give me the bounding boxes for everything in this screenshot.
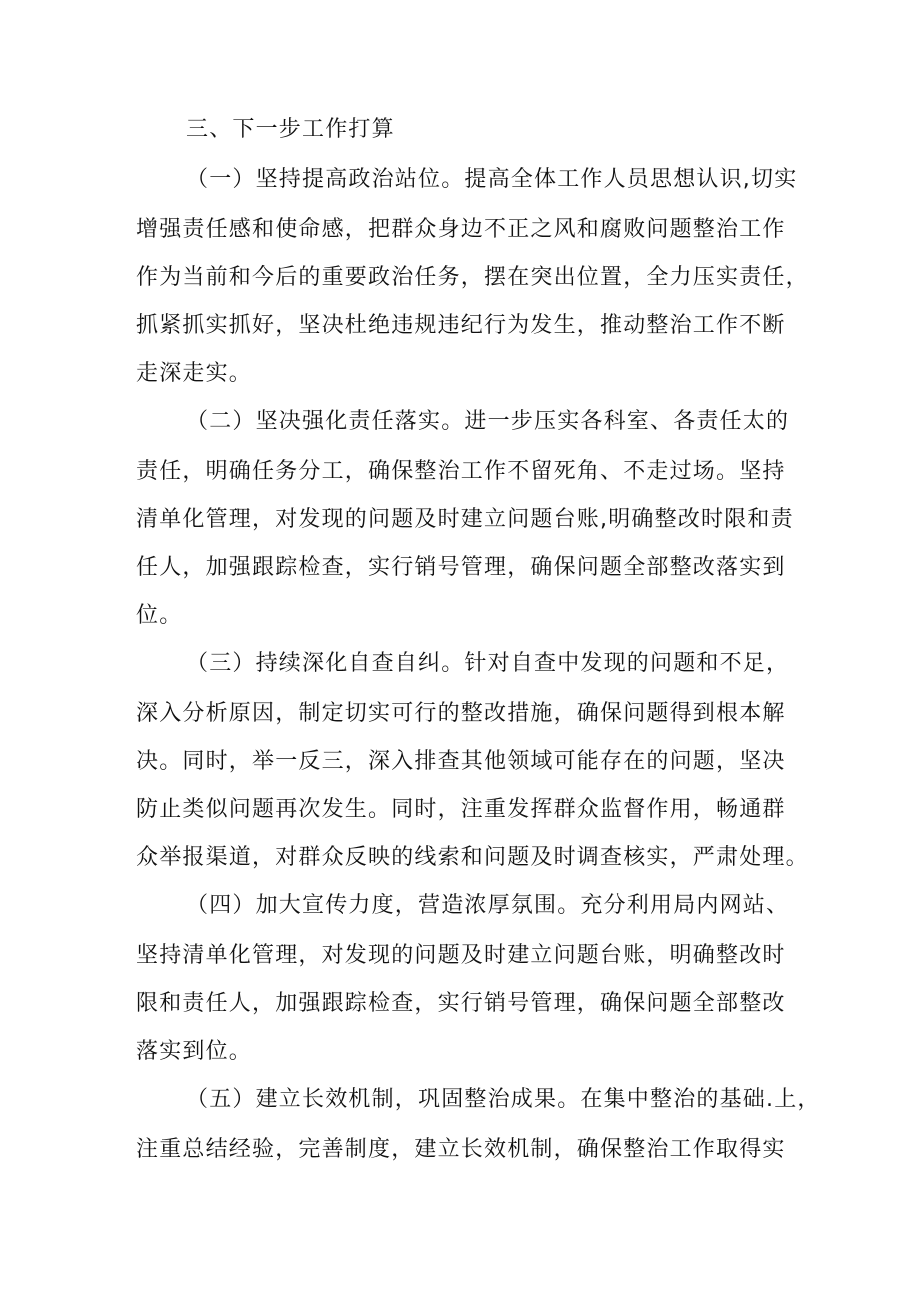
paragraph-1-line-2: 增强责任感和使命感，把群众身边不正之风和腐败问题整治工作 <box>136 217 786 242</box>
section-heading: 三、下一步工作打算 <box>186 117 395 142</box>
paragraph-1-line-4: 抓紧抓实抓好，坚决杜绝违规违纪行为发生，推动整治工作不断 <box>136 313 786 338</box>
paragraph-2-line-3: 清单化管理，对发现的问题及时建立问题台账,明确整改时限和责 <box>136 507 794 532</box>
paragraph-4-line-3: 限和责任人，加强跟踪检查，实行销号管理，确保问题全部整改 <box>136 991 786 1016</box>
paragraph-3-line-5: 众举报渠道，对群众反映的线索和问题及时调查核实，严肃处理。 <box>136 845 809 870</box>
paragraph-4-line-1: （四）加大宣传力度，营造浓厚氛围。充分利用局内网站、 <box>186 893 790 918</box>
paragraph-5-line-2: 注重总结经验，完善制度，建立长效机制，确保整治工作取得实 <box>136 1137 786 1162</box>
paragraph-1-line-1: （一）坚持提高政治站位。提高全体工作人员思想认识,切实 <box>186 167 798 192</box>
paragraph-4-line-2: 坚持清单化管理，对发现的问题及时建立问题台账，明确整改时 <box>136 943 786 968</box>
paragraph-2-line-2: 责任，明确任务分工，确保整治工作不留死角、不走过场。坚持 <box>136 459 786 484</box>
paragraph-5-line-1: （五）建立长效机制，巩固整治成果。在集中整治的基础.上， <box>186 1087 821 1112</box>
paragraph-2-line-4: 任人，加强跟踪检查，实行销号管理，确保问题全部整改落实到 <box>136 555 786 580</box>
paragraph-2-line-1: （二）坚决强化责任落实。进一步压实各科室、各责任太的 <box>186 409 790 434</box>
paragraph-1-line-5: 走深走实。 <box>136 361 253 386</box>
paragraph-4-line-4: 落实到位。 <box>136 1039 253 1064</box>
paragraph-3-line-2: 深入分析原因，制定切实可行的整改措施，确保问题得到根本解 <box>136 701 786 726</box>
paragraph-3-line-3: 决。同时，举一反三，深入排查其他领域可能存在的问题，坚决 <box>136 749 786 774</box>
paragraph-2-line-5: 位。 <box>136 603 183 628</box>
paragraph-3-line-4: 防止类似问题再次发生。同时，注重发挥群众监督作用，畅通群 <box>136 797 786 822</box>
paragraph-1-line-3: 作为当前和今后的重要政治任务，摆在突出位置，全力压实责任， <box>136 265 809 290</box>
paragraph-3-line-1: （三）持续深化自查自纠。针对自查中发现的问题和不足， <box>186 651 790 676</box>
